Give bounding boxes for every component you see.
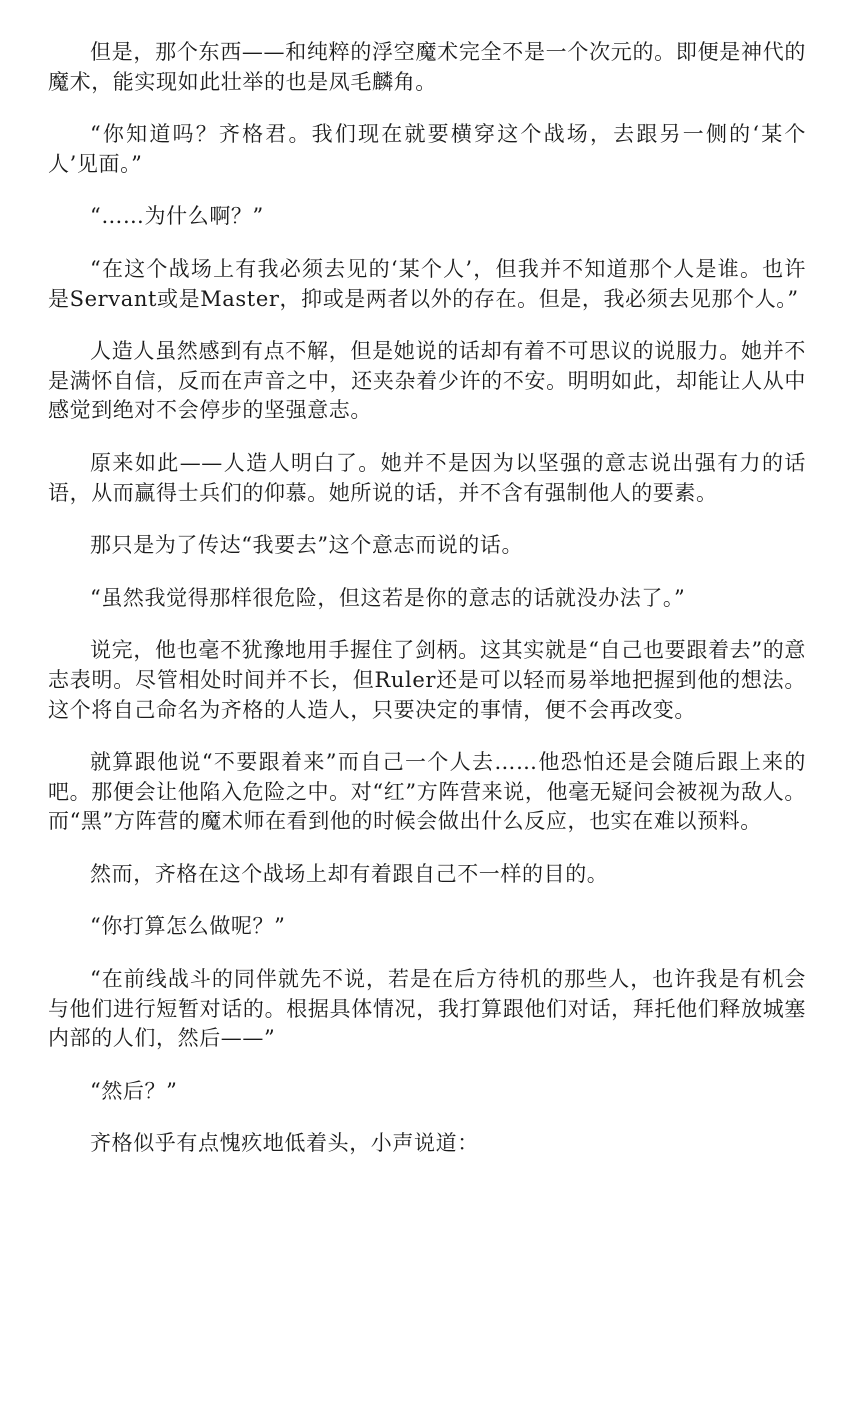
paragraph-2: “你知道吗？齐格君。我们现在就要横穿这个战场，去跟另一侧的‘某个人’见面。” (48, 122, 806, 176)
paragraph-9: 说完，他也毫不犹豫地用手握住了剑柄。这其实就是“自己也要跟着去”的意志表明。尽管相处时间并不长，但Ruler还是可以轻而易举地把握到他的想法。这个将自己命名为齐格的人造人，只要决定的事情，便不会再改变。 (48, 638, 806, 722)
paragraph-1: 但是，那个东西——和纯粹的浮空魔术完全不是一个次元的。即便是神代的魔术，能实现如此壮举的也是凤毛麟角。 (48, 40, 806, 94)
paragraph-8: “虽然我觉得那样很危险，但这若是你的意志的话就没办法了。” (90, 585, 686, 610)
paragraph-3: “……为什么啊？” (90, 204, 264, 229)
paragraph-7: 那只是为了传达“我要去”这个意志而说的话。 (90, 533, 524, 558)
paragraph-5: 人造人虽然感到有点不解，但是她说的话却有着不可思议的说服力。她并不是满怀自信，反而在声音之中，还夹杂着少许的不安。明明如此，却能让人从中感觉到绝对不会停步的坚强意志。 (48, 339, 806, 423)
document-page (48, 38, 806, 1182)
paragraph-6: 原来如此——人造人明白了。她并不是因为以坚强的意志说出强有力的话语，从而赢得士兵们的仰慕。她所说的话，并不含有强制他人的要素。 (48, 450, 806, 505)
paragraph-12: “你打算怎么做呢？” (90, 914, 286, 939)
paragraph-11: 然而，齐格在这个战场上却有着跟自己不一样的目的。 (90, 861, 609, 886)
paragraph-14: “然后？” (90, 1078, 178, 1103)
paragraph-4: “在这个战场上有我必须去见的‘某个人’，但我并不知道那个人是谁。也许是Servant或是Master，抑或是两者以外的存在。但是，我必须去见那个人。” (48, 256, 806, 311)
paragraph-15: 齐格似乎有点愧疚地低着头，小声说道： (90, 1131, 479, 1156)
paragraph-13: “在前线战斗的同伴就先不说，若是在后方待机的那些人，也许我是有机会与他们进行短暂对话的。根据具体情况，我打算跟他们对话，拜托他们释放城塞内部的人们，然后——” (48, 967, 806, 1051)
paragraph-10: 就算跟他说“不要跟着来”而自己一个人去……他恐怕还是会随后跟上来的吧。那便会让他陷入危险之中。对“红”方阵营来说，他毫无疑问会被视为敌人。而“黑”方阵营的魔术师在看到他的时候会做出什么反应，也实在难以预料。 (48, 750, 806, 834)
